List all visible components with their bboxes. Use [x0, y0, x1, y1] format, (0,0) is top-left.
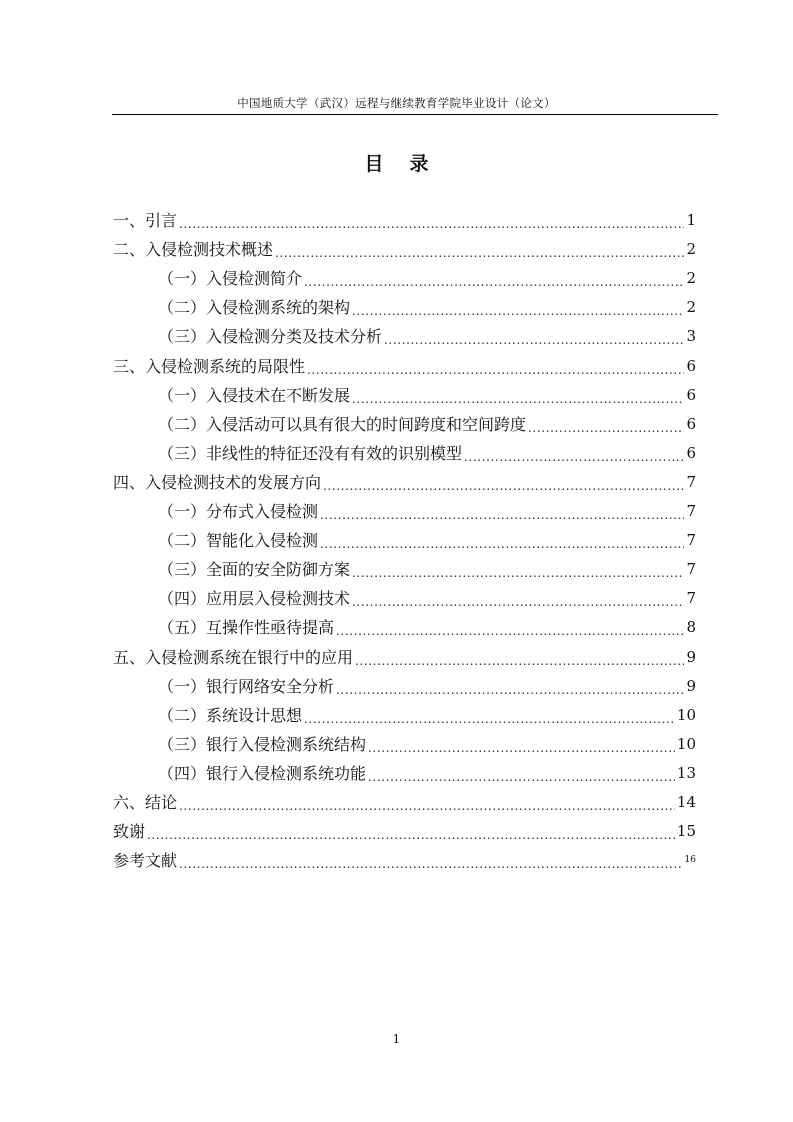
toc-dot-leader: [304, 271, 684, 293]
toc-entry-page: 7: [686, 531, 696, 550]
toc-entry-label: 二、入侵检测技术概述: [113, 240, 274, 260]
toc-entry[interactable]: [113, 381, 696, 410]
table-of-contents: [113, 206, 696, 875]
toc-entry[interactable]: [113, 701, 696, 730]
toc-entry-label: （五）互操作性亟待提高: [158, 618, 335, 638]
toc-dot-leader: [320, 533, 684, 555]
toc-entry-page: 2: [686, 269, 696, 288]
toc-entry[interactable]: [113, 351, 696, 380]
toc-dot-leader: [304, 708, 675, 730]
toc-entry-page: 7: [686, 472, 696, 491]
toc-entry-page: 15: [676, 822, 696, 841]
toc-entry[interactable]: [113, 759, 696, 788]
toc-entry-label: （一）入侵检测简介: [158, 269, 303, 289]
toc-dot-leader: [275, 242, 684, 264]
toc-entry-page: 13: [676, 763, 696, 782]
toc-entry[interactable]: [113, 293, 696, 322]
toc-entry[interactable]: [113, 584, 696, 613]
toc-entry-page: 16: [684, 855, 696, 866]
toc-entry-label: （一）入侵技术在不断发展: [158, 385, 351, 405]
toc-entry-page: 10: [676, 705, 696, 724]
toc-entry[interactable]: [113, 497, 696, 526]
toc-entry-page: 9: [686, 676, 696, 695]
toc-entry-page: 1: [686, 211, 696, 230]
toc-entry-page: 8: [686, 618, 696, 637]
toc-dot-leader: [352, 300, 684, 322]
toc-entry[interactable]: [113, 817, 696, 846]
toc-entry[interactable]: [113, 730, 696, 759]
toc-dot-leader: [352, 562, 684, 584]
toc-entry-label: （一）分布式入侵检测: [158, 502, 319, 522]
toc-dot-leader: [384, 329, 684, 351]
toc-entry-page: 7: [686, 589, 696, 608]
toc-entry[interactable]: [113, 846, 696, 875]
toc-dot-leader: [307, 359, 684, 381]
toc-dot-leader: [336, 620, 684, 642]
toc-entry-page: 6: [686, 414, 696, 433]
header-title: 中国地质大学（武汉）远程与继续教育学院毕业设计（论文）: [237, 96, 556, 110]
page-number: 1: [392, 1032, 401, 1046]
toc-entry-label: （四）银行入侵检测系统功能: [158, 763, 367, 783]
toc-entry-label: （二）智能化入侵检测: [158, 531, 319, 551]
toc-entry-label: 六、结论: [113, 792, 178, 812]
toc-dot-leader: [368, 766, 675, 788]
toc-dot-leader: [352, 591, 684, 613]
header-divider: [112, 114, 718, 115]
toc-entry-page: 3: [686, 327, 696, 346]
toc-entry[interactable]: [113, 235, 696, 264]
toc-entry-label: 五、入侵检测系统在银行中的应用: [113, 647, 354, 667]
toc-entry-label: 致谢: [113, 822, 146, 842]
toc-entry-label: （三）非线性的特征还没有有效的识别模型: [158, 443, 463, 463]
toc-entry-page: 7: [686, 560, 696, 579]
toc-entry[interactable]: [113, 410, 696, 439]
toc-entry[interactable]: [113, 468, 696, 497]
toc-entry-page: 10: [676, 734, 696, 753]
toc-dot-leader: [147, 824, 675, 846]
toc-dot-leader: [179, 853, 683, 875]
toc-dot-leader: [368, 737, 675, 759]
toc-entry-label: （三）银行入侵检测系统结构: [158, 734, 367, 754]
toc-entry-page: 6: [686, 443, 696, 462]
toc-entry-page: 7: [686, 502, 696, 521]
toc-entry-page: 6: [686, 356, 696, 375]
toc-entry[interactable]: [113, 555, 696, 584]
toc-entry-label: 四、入侵检测技术的发展方向: [113, 472, 322, 492]
toc-dot-leader: [179, 795, 675, 817]
toc-entry[interactable]: [113, 264, 696, 293]
toc-dot-leader: [336, 679, 684, 701]
toc-dot-leader: [320, 504, 684, 526]
toc-entry-label: （三）全面的安全防御方案: [158, 560, 351, 580]
toc-dot-leader: [352, 388, 684, 410]
toc-entry-label: 参考文献: [113, 851, 178, 871]
toc-entry-page: 2: [686, 298, 696, 317]
toc-entry-label: （二）入侵检测系统的架构: [158, 298, 351, 318]
toc-entry-label: （二）入侵活动可以具有很大的时间跨度和空间跨度: [158, 414, 527, 434]
toc-entry[interactable]: [113, 613, 696, 642]
toc-entry-label: （四）应用层入侵检测技术: [158, 589, 351, 609]
toc-entry-page: 2: [686, 240, 696, 259]
toc-dot-leader: [528, 417, 684, 439]
toc-entry[interactable]: [113, 206, 696, 235]
toc-dot-leader: [464, 446, 684, 468]
toc-entry-label: （一）银行网络安全分析: [158, 676, 335, 696]
page-title: 目录: [364, 153, 455, 175]
toc-entry[interactable]: [113, 642, 696, 671]
toc-entry-page: 6: [686, 385, 696, 404]
toc-entry[interactable]: [113, 322, 696, 351]
toc-entry[interactable]: [113, 439, 696, 468]
toc-entry-label: （三）入侵检测分类及技术分析: [158, 327, 383, 347]
toc-dot-leader: [323, 475, 684, 497]
toc-entry-label: 三、入侵检测系统的局限性: [113, 356, 306, 376]
toc-entry-page: 9: [686, 647, 696, 666]
toc-entry-label: （二）系统设计思想: [158, 705, 303, 725]
toc-entry[interactable]: [113, 526, 696, 555]
toc-dot-leader: [355, 650, 684, 672]
toc-entry[interactable]: [113, 672, 696, 701]
toc-dot-leader: [179, 213, 684, 235]
toc-entry[interactable]: [113, 788, 696, 817]
toc-entry-page: 14: [676, 792, 696, 811]
toc-entry-label: 一、引言: [113, 211, 178, 231]
